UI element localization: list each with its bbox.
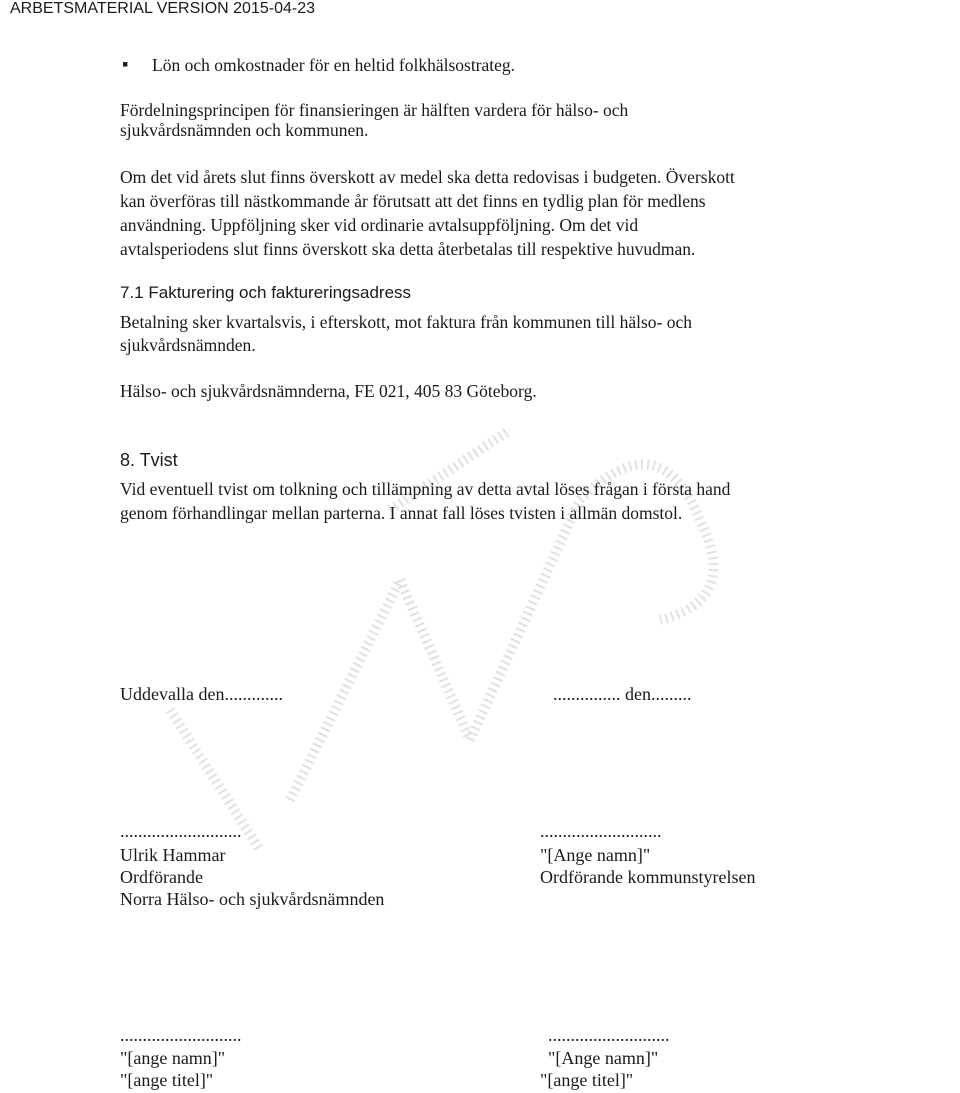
section-7-1-heading: 7.1 Fakturering och faktureringsadress: [120, 283, 412, 302]
left-signer-org: Norra Hälso- och sjukvårdsnämnden: [120, 889, 385, 909]
left-signature-line-2: ...........................: [120, 1025, 242, 1045]
right-signature-line-2: ...........................: [548, 1025, 670, 1045]
para2-line4: avtalsperiodens slut finns överskott ska detta återbetalas till respektive huvudman.: [120, 239, 696, 259]
section-8-line2: genom förhandlingar mellan parterna. I annat fall löses tvisten i allmän domstol.: [120, 503, 683, 523]
right-signature-line: ...........................: [540, 821, 662, 841]
para1-line1: Fördelningsprincipen för finansieringen är hälften vardera för hälso- och: [120, 100, 629, 120]
right-signer-title: Ordförande kommunstyrelsen: [540, 867, 756, 887]
billing-address: Hälso- och sjukvårdsnämnderna, FE 021, 405 83 Göteborg.: [120, 381, 537, 401]
para2-line2: kan överföras till nästkommande år förutsatt att det finns en tydlig plan för medlens: [120, 191, 706, 211]
right-signer-title-2: "[ange titel]": [540, 1070, 634, 1090]
left-place-date: Uddevalla den.............: [120, 684, 283, 704]
version-header: ARBETSMATERIAL VERSION 2015-04-23: [10, 0, 315, 17]
section-8-heading: 8. Tvist: [120, 450, 178, 470]
left-signer-title: Ordförande: [120, 867, 203, 887]
right-signer-name-2: "[Ange namn]": [548, 1048, 659, 1068]
section-7-1-line1: Betalning sker kvartalsvis, i efterskott, mot faktura från kommunen till hälso- och: [120, 312, 693, 332]
section-7-1-line2: sjukvårdsnämnden.: [120, 335, 256, 355]
bullet-icon: ▪: [122, 54, 129, 74]
left-signer-title-2: "[ange titel]": [120, 1070, 214, 1090]
left-signer-name: Ulrik Hammar: [120, 845, 226, 865]
watermark-stamp: [140, 380, 780, 860]
left-signer-name-2: "[ange namn]": [120, 1048, 226, 1068]
para1-line2: sjukvårdsnämnden och kommunen.: [120, 120, 369, 140]
left-signature-line: ...........................: [120, 821, 242, 841]
right-place-date: ............... den.........: [553, 684, 692, 704]
right-signer-name: "[Ange namn]": [540, 845, 651, 865]
para2-line3: användning. Uppföljning sker vid ordinarie avtalsuppföljning. Om det vid: [120, 215, 639, 235]
section-8-line1: Vid eventuell tvist om tolkning och tillämpning av detta avtal löses frågan i första hand: [120, 479, 731, 499]
para2-line1: Om det vid årets slut finns överskott av medel ska detta redovisas i budgeten. Överskott: [120, 167, 735, 187]
bullet-text: Lön och omkostnader för en heltid folkhälsostrateg.: [152, 55, 516, 75]
